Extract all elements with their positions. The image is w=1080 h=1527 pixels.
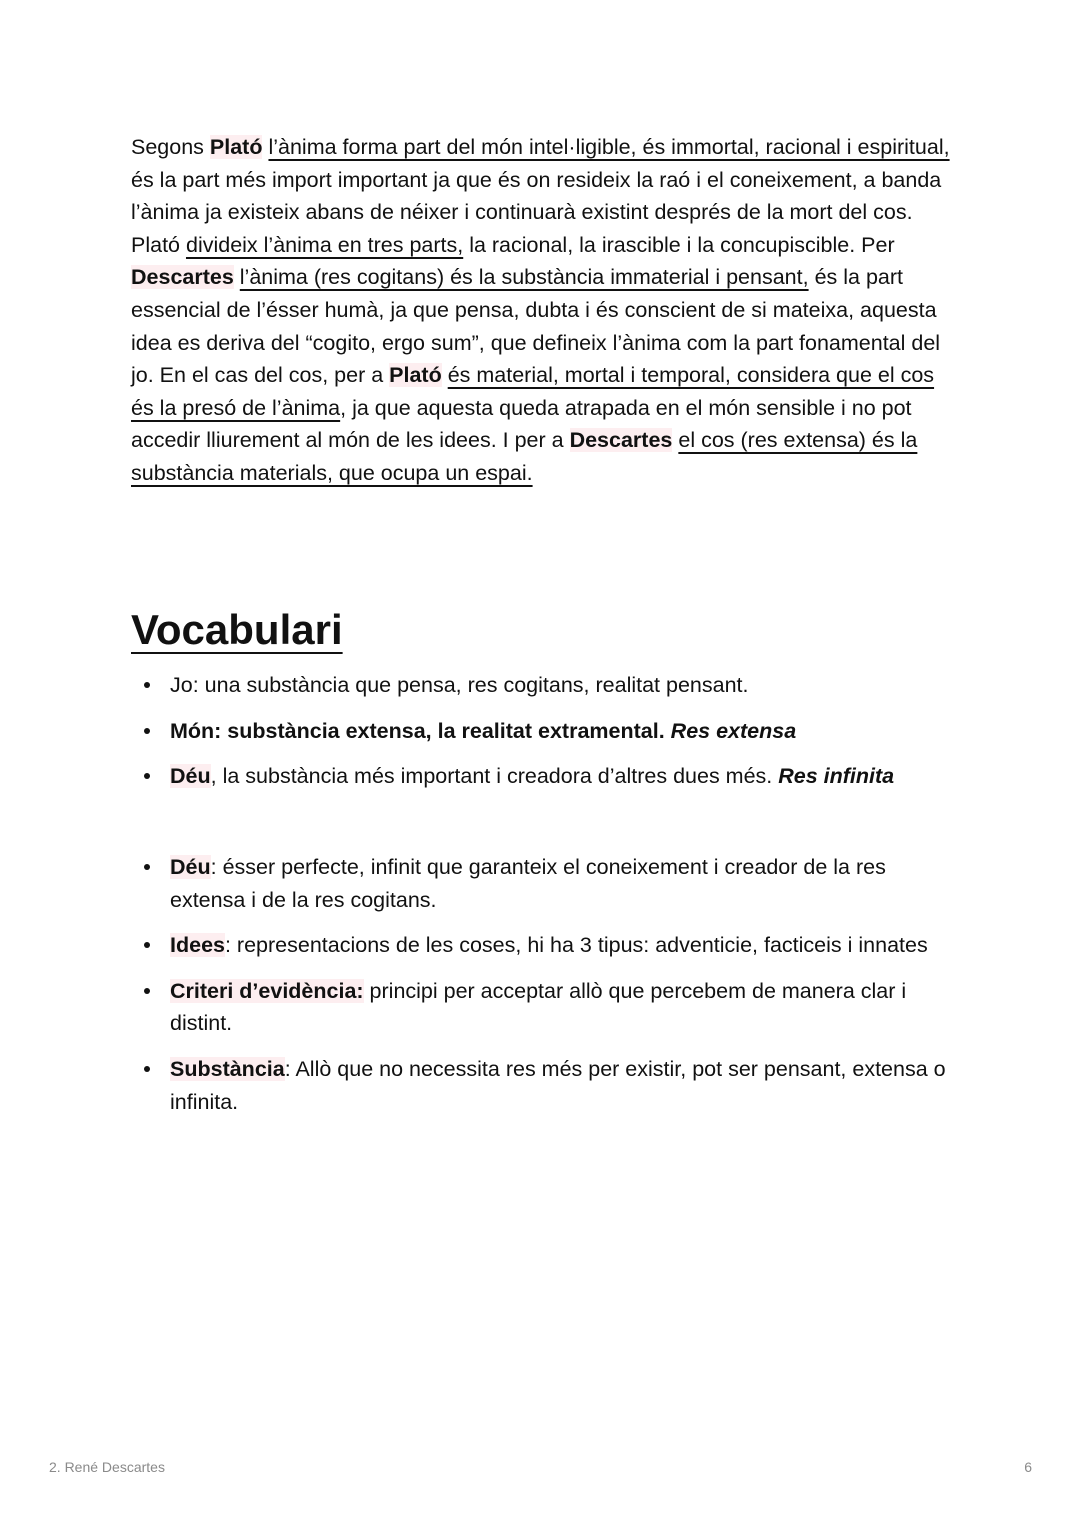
text-run: la racional, la irascible i la concupiscible. Per: [463, 232, 895, 257]
text-run: és la part essencial de l’ésser humà, ja que pensa, dubta i és conscient de si mateixa, aquesta idea es deriva del “cogito, ergo sum”, que defineix l’ànima com la part fonamental del jo. En el cas del cos, per a: [131, 265, 941, 388]
list-item-latin: Res extensa: [670, 718, 797, 743]
underlined-phrase: és material, mortal i temporal, considera que el cos és la presó de l’ànima: [131, 363, 935, 420]
vocabulary-list-summary: [131, 669, 961, 806]
definition-text: : ésser perfecte, infinit que garanteix el coneixement i creador de la res extensa i de la res cogitans.: [170, 855, 886, 912]
list-item-definition: [131, 929, 961, 962]
definition-text: principi per acceptar allò que percebem de manera clar i distint.: [170, 978, 907, 1036]
list-item-definition: [131, 851, 961, 916]
text-run: , ja que aquesta queda atrapada en el món sensible i no pot accedir lliurement al món de les idees. I per a: [131, 395, 912, 453]
definition-term: Substància: [170, 1056, 285, 1081]
underlined-phrase: divideix l’ànima en tres parts,: [185, 232, 464, 257]
vocabulary-list-definitions: [131, 851, 961, 1131]
vocabulary-heading: Vocabulari: [131, 606, 343, 653]
definition-text: : representacions de les coses, hi ha 3 tipus: adventicie, facticeis i innates: [224, 933, 928, 958]
definition-term: Déu: [170, 855, 211, 879]
footer-document-title: 2. René Descartes: [49, 1459, 165, 1475]
text-run: és la part més import important ja que és on resideix la raó i el coneixement, a banda l’ànima ja existeix abans de néixer i continuarà existint després de la mort del cos. Plató: [131, 167, 942, 257]
list-item-deu: [131, 760, 961, 793]
underlined-phrase: el cos (res extensa) és la substància materials, que ocupa un espai.: [131, 428, 918, 485]
list-item-jo: [131, 669, 961, 702]
list-item-definition: [131, 975, 961, 1040]
descartes-term: Descartes: [569, 428, 673, 453]
definition-term: Criteri d’evidència:: [170, 978, 364, 1003]
underlined-phrase: l’ànima (res cogitans) és la substància immaterial i pensant,: [239, 265, 809, 290]
plato-term: Plató: [209, 135, 263, 159]
list-item-mon: [131, 715, 961, 748]
list-item-definition: [131, 1053, 961, 1118]
definition-text: : Allò que no necessita res més per existir, pot ser pensant, extensa o infinita.: [170, 1056, 946, 1114]
descartes-term: Descartes: [131, 265, 234, 290]
list-item-latin: Res infinita: [778, 764, 895, 789]
plato-term: Plató: [389, 363, 442, 388]
underlined-phrase: l’ànima forma part del món intel·ligible, és immortal, racional i espiritual,: [268, 135, 950, 159]
intro-paragraph: [131, 131, 961, 490]
footer-page-number: 6: [1024, 1459, 1032, 1475]
definition-term: Idees: [170, 933, 225, 958]
list-item-term: Món: substància extensa, la realitat extramental.: [170, 718, 665, 743]
list-item-text: Jo: una substància que pensa, res cogitans, realitat pensant.: [170, 673, 749, 697]
text-run: Segons: [131, 135, 210, 159]
list-item-text: , la substància més important i creadora d’altres dues més.: [210, 764, 779, 789]
list-item-term: Déu: [170, 764, 211, 789]
